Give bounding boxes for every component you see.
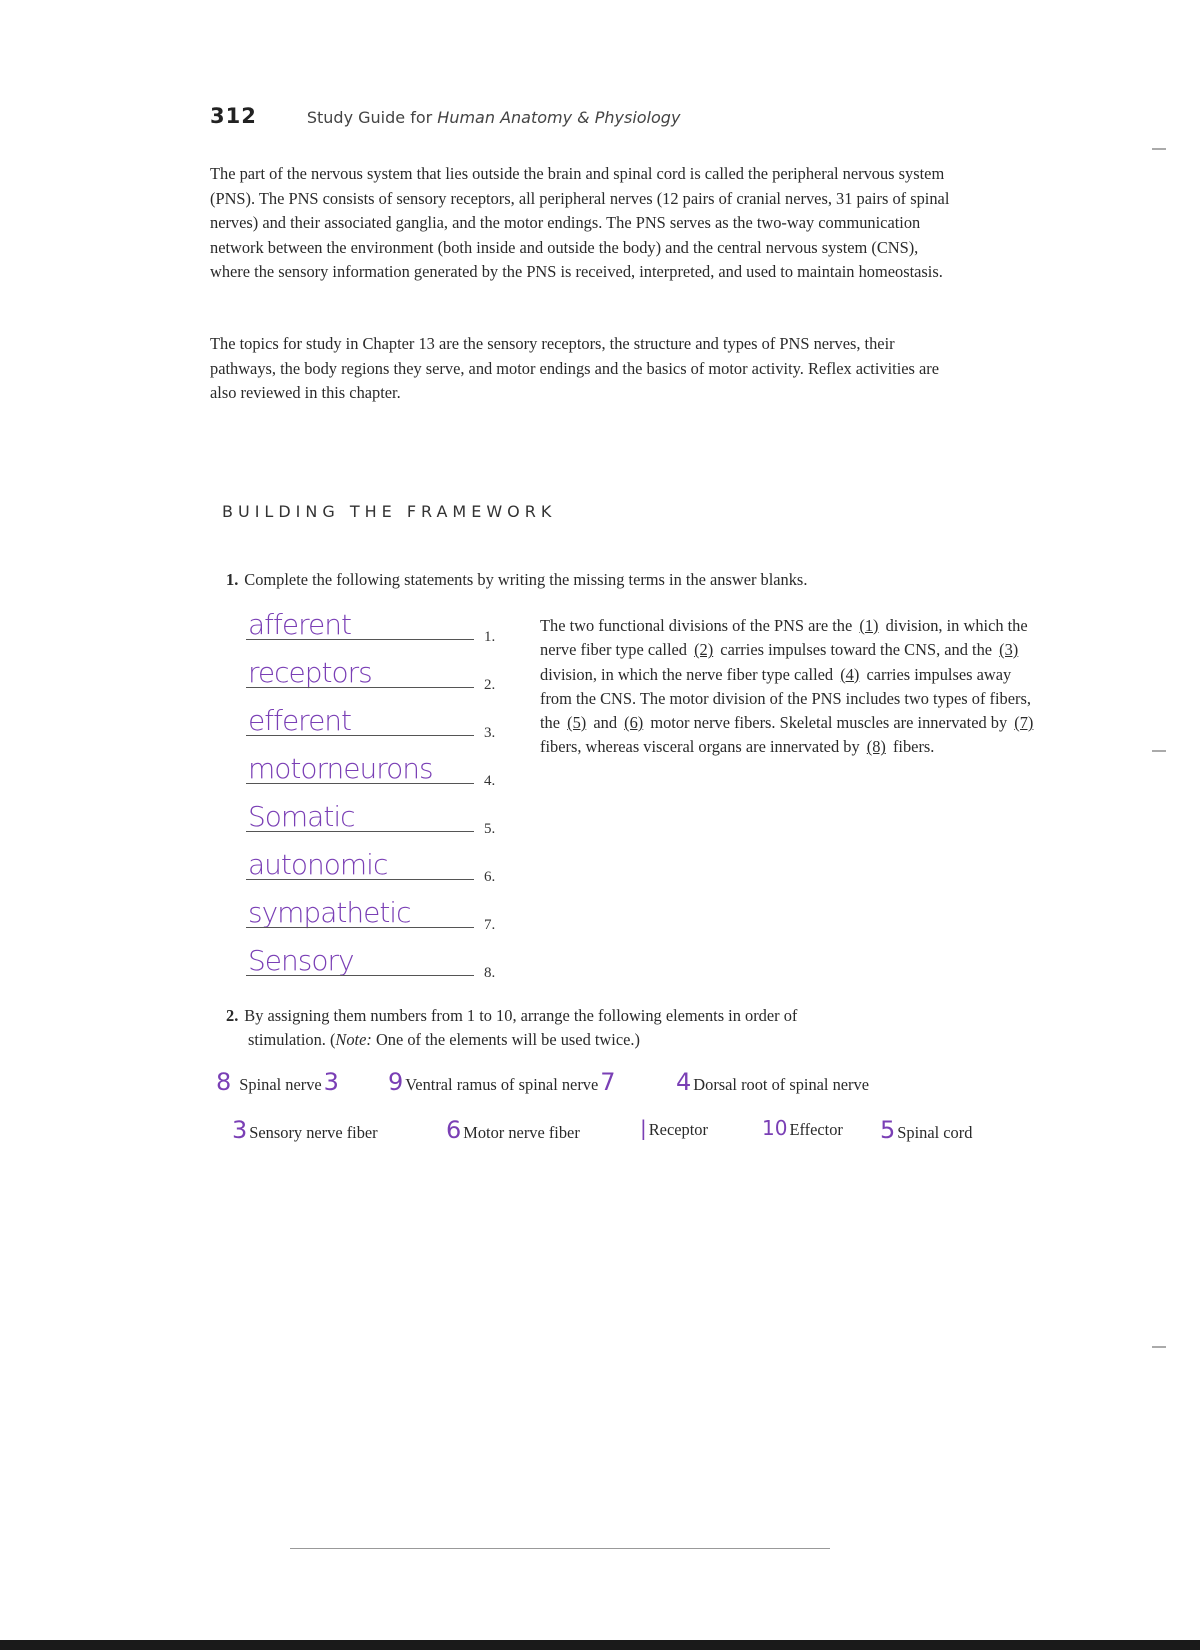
- blank-2: (2): [694, 640, 714, 660]
- element-ventral-ramus[interactable]: [386, 1068, 618, 1096]
- passage-text: and: [589, 713, 622, 733]
- blank-3: (3): [999, 640, 1019, 660]
- element-label: Receptor: [648, 1120, 708, 1139]
- answer-row-7[interactable]: [246, 888, 506, 936]
- handwritten-number: 10: [762, 1116, 788, 1140]
- note-label: Note:: [335, 1030, 372, 1049]
- answer-line: [246, 927, 474, 928]
- question-1-text: Complete the following statements by writing the missing terms in the answer blanks.: [244, 570, 808, 589]
- intro-paragraph-1: The part of the nervous system that lies outside the brain and spinal cord is called the peripheral nervous system (PNS). The PNS consists of sensory receptors, all peripheral nerves (12 pairs of cranial nerves, 31 pairs of spinal nerves) and their associated ganglia, and the motor endings. The PNS serves as the two-way communication network between the environment (both inside and outside the body) and the central nervous system (CNS), where the sensory information generated by the PNS is received, interpreted, and used to maintain homeostasis.: [210, 164, 950, 281]
- element-receptor[interactable]: [638, 1116, 708, 1140]
- scan-speck: [1152, 750, 1166, 752]
- passage-text: motor nerve fibers. Skeletal muscles are innervated by: [646, 713, 1012, 733]
- handwritten-answer: efferent: [248, 704, 352, 737]
- element-motor-nerve-fiber[interactable]: [444, 1116, 580, 1144]
- question-2-number: 2.: [226, 1006, 239, 1025]
- answer-row-2[interactable]: [246, 648, 506, 696]
- note-text: One of the elements will be used twice.): [371, 1030, 640, 1049]
- blank-4: (4): [840, 664, 860, 684]
- blank-7: (7): [1014, 713, 1034, 733]
- answer-number: 8.: [484, 965, 496, 981]
- answer-row-8[interactable]: [246, 936, 506, 984]
- answer-line: [246, 735, 474, 736]
- intro-paragraph-2: The topics for study in Chapter 13 are the sensory receptors, the structure and types of PNS nerves, their pathways, the body regions they serve, and motor endings and the basics of motor activity. Reflex activities are also reviewed in this chapter.: [210, 334, 940, 402]
- element-spinal-cord[interactable]: [878, 1116, 972, 1144]
- element-sensory-nerve-fiber[interactable]: [230, 1116, 378, 1144]
- answer-row-3[interactable]: [246, 696, 506, 744]
- answer-row-6[interactable]: [246, 840, 506, 888]
- question-2-text: By assigning them numbers from 1 to 10, arrange the following elements in order of: [244, 1006, 798, 1025]
- question-1-prompt: [226, 570, 807, 590]
- blank-1: (1): [859, 616, 879, 635]
- element-label: Spinal nerve: [239, 1075, 322, 1094]
- question-2-text-cont: stimulation. (: [248, 1030, 336, 1049]
- scan-edge-bar: [0, 1640, 1200, 1650]
- question-1-number: 1.: [226, 570, 239, 589]
- passage-text: division, in which the nerve fiber type called: [540, 616, 1028, 660]
- blank-6: (6): [624, 713, 644, 733]
- answer-number: 5.: [484, 821, 496, 837]
- handwritten-number: |: [640, 1116, 647, 1140]
- handwritten-number: 8: [216, 1068, 232, 1096]
- handwritten-answer: sympathetic: [248, 896, 411, 929]
- element-label: Motor nerve fiber: [463, 1123, 580, 1142]
- handwritten-answer: autonomic: [248, 848, 388, 881]
- page-header: [210, 104, 680, 128]
- question-2-prompt: [226, 1004, 946, 1052]
- passage-text: division, in which the nerve fiber type called: [540, 664, 838, 684]
- footer-rule: [290, 1548, 830, 1549]
- element-label: Spinal cord: [897, 1123, 973, 1142]
- handwritten-number: 7: [600, 1068, 616, 1096]
- answer-number: 3.: [484, 725, 496, 741]
- running-title-prefix: Study Guide for: [306, 108, 438, 127]
- answer-line: [246, 639, 474, 640]
- running-title-book: Human Anatomy & Physiology: [437, 108, 681, 127]
- question-1-passage: [540, 614, 1040, 760]
- answer-number: 2.: [484, 677, 496, 693]
- answer-row-5[interactable]: [246, 792, 506, 840]
- answer-number: 1.: [484, 629, 496, 645]
- element-label: Effector: [789, 1120, 843, 1139]
- answer-line: [246, 879, 474, 880]
- handwritten-number: 3: [232, 1116, 248, 1144]
- answer-row-1[interactable]: [246, 600, 506, 648]
- element-dorsal-root[interactable]: [674, 1068, 869, 1096]
- handwritten-number: 4: [676, 1068, 692, 1096]
- running-title: [307, 108, 681, 127]
- handwritten-number: 6: [446, 1116, 462, 1144]
- handwritten-answer: Sensory: [248, 944, 354, 977]
- passage-text: fibers.: [888, 737, 935, 757]
- answer-number: 7.: [484, 917, 496, 933]
- answer-number: 4.: [484, 773, 496, 789]
- handwritten-number: 9: [388, 1068, 404, 1096]
- handwritten-answer: afferent: [248, 608, 351, 641]
- answer-blanks: [246, 600, 506, 984]
- scan-speck: [1152, 148, 1166, 150]
- answer-line: [246, 975, 474, 976]
- answer-number: 6.: [484, 869, 496, 885]
- blank-5: (5): [567, 713, 587, 733]
- passage-text: fibers, whereas visceral organs are innervated by: [540, 737, 864, 757]
- passage-text: The two functional divisions of the PNS are the: [540, 616, 857, 635]
- answer-row-4[interactable]: [246, 744, 506, 792]
- page-number: 312: [210, 104, 257, 128]
- answer-line: [246, 687, 474, 688]
- handwritten-number: 5: [880, 1116, 896, 1144]
- section-title: BUILDING THE FRAMEWORK: [222, 502, 557, 521]
- element-label: Dorsal root of spinal nerve: [693, 1075, 869, 1094]
- passage-text: carries impulses toward the CNS, and the: [716, 640, 997, 660]
- element-effector[interactable]: [760, 1116, 843, 1140]
- element-spinal-nerve[interactable]: [214, 1068, 341, 1096]
- blank-8: (8): [866, 737, 886, 757]
- handwritten-answer: receptors: [248, 656, 372, 689]
- handwritten-number: 3: [323, 1068, 339, 1096]
- passage-text: carries impulses away from the CNS. The motor division of the PNS includes two types of fibers, the: [540, 664, 1031, 733]
- answer-line: [246, 783, 474, 784]
- scan-speck: [1152, 1346, 1166, 1348]
- element-label: Sensory nerve fiber: [249, 1123, 378, 1142]
- handwritten-answer: Somatic: [248, 800, 355, 833]
- handwritten-answer: motorneurons: [248, 752, 433, 785]
- answer-line: [246, 831, 474, 832]
- element-label: Ventral ramus of spinal nerve: [405, 1075, 599, 1094]
